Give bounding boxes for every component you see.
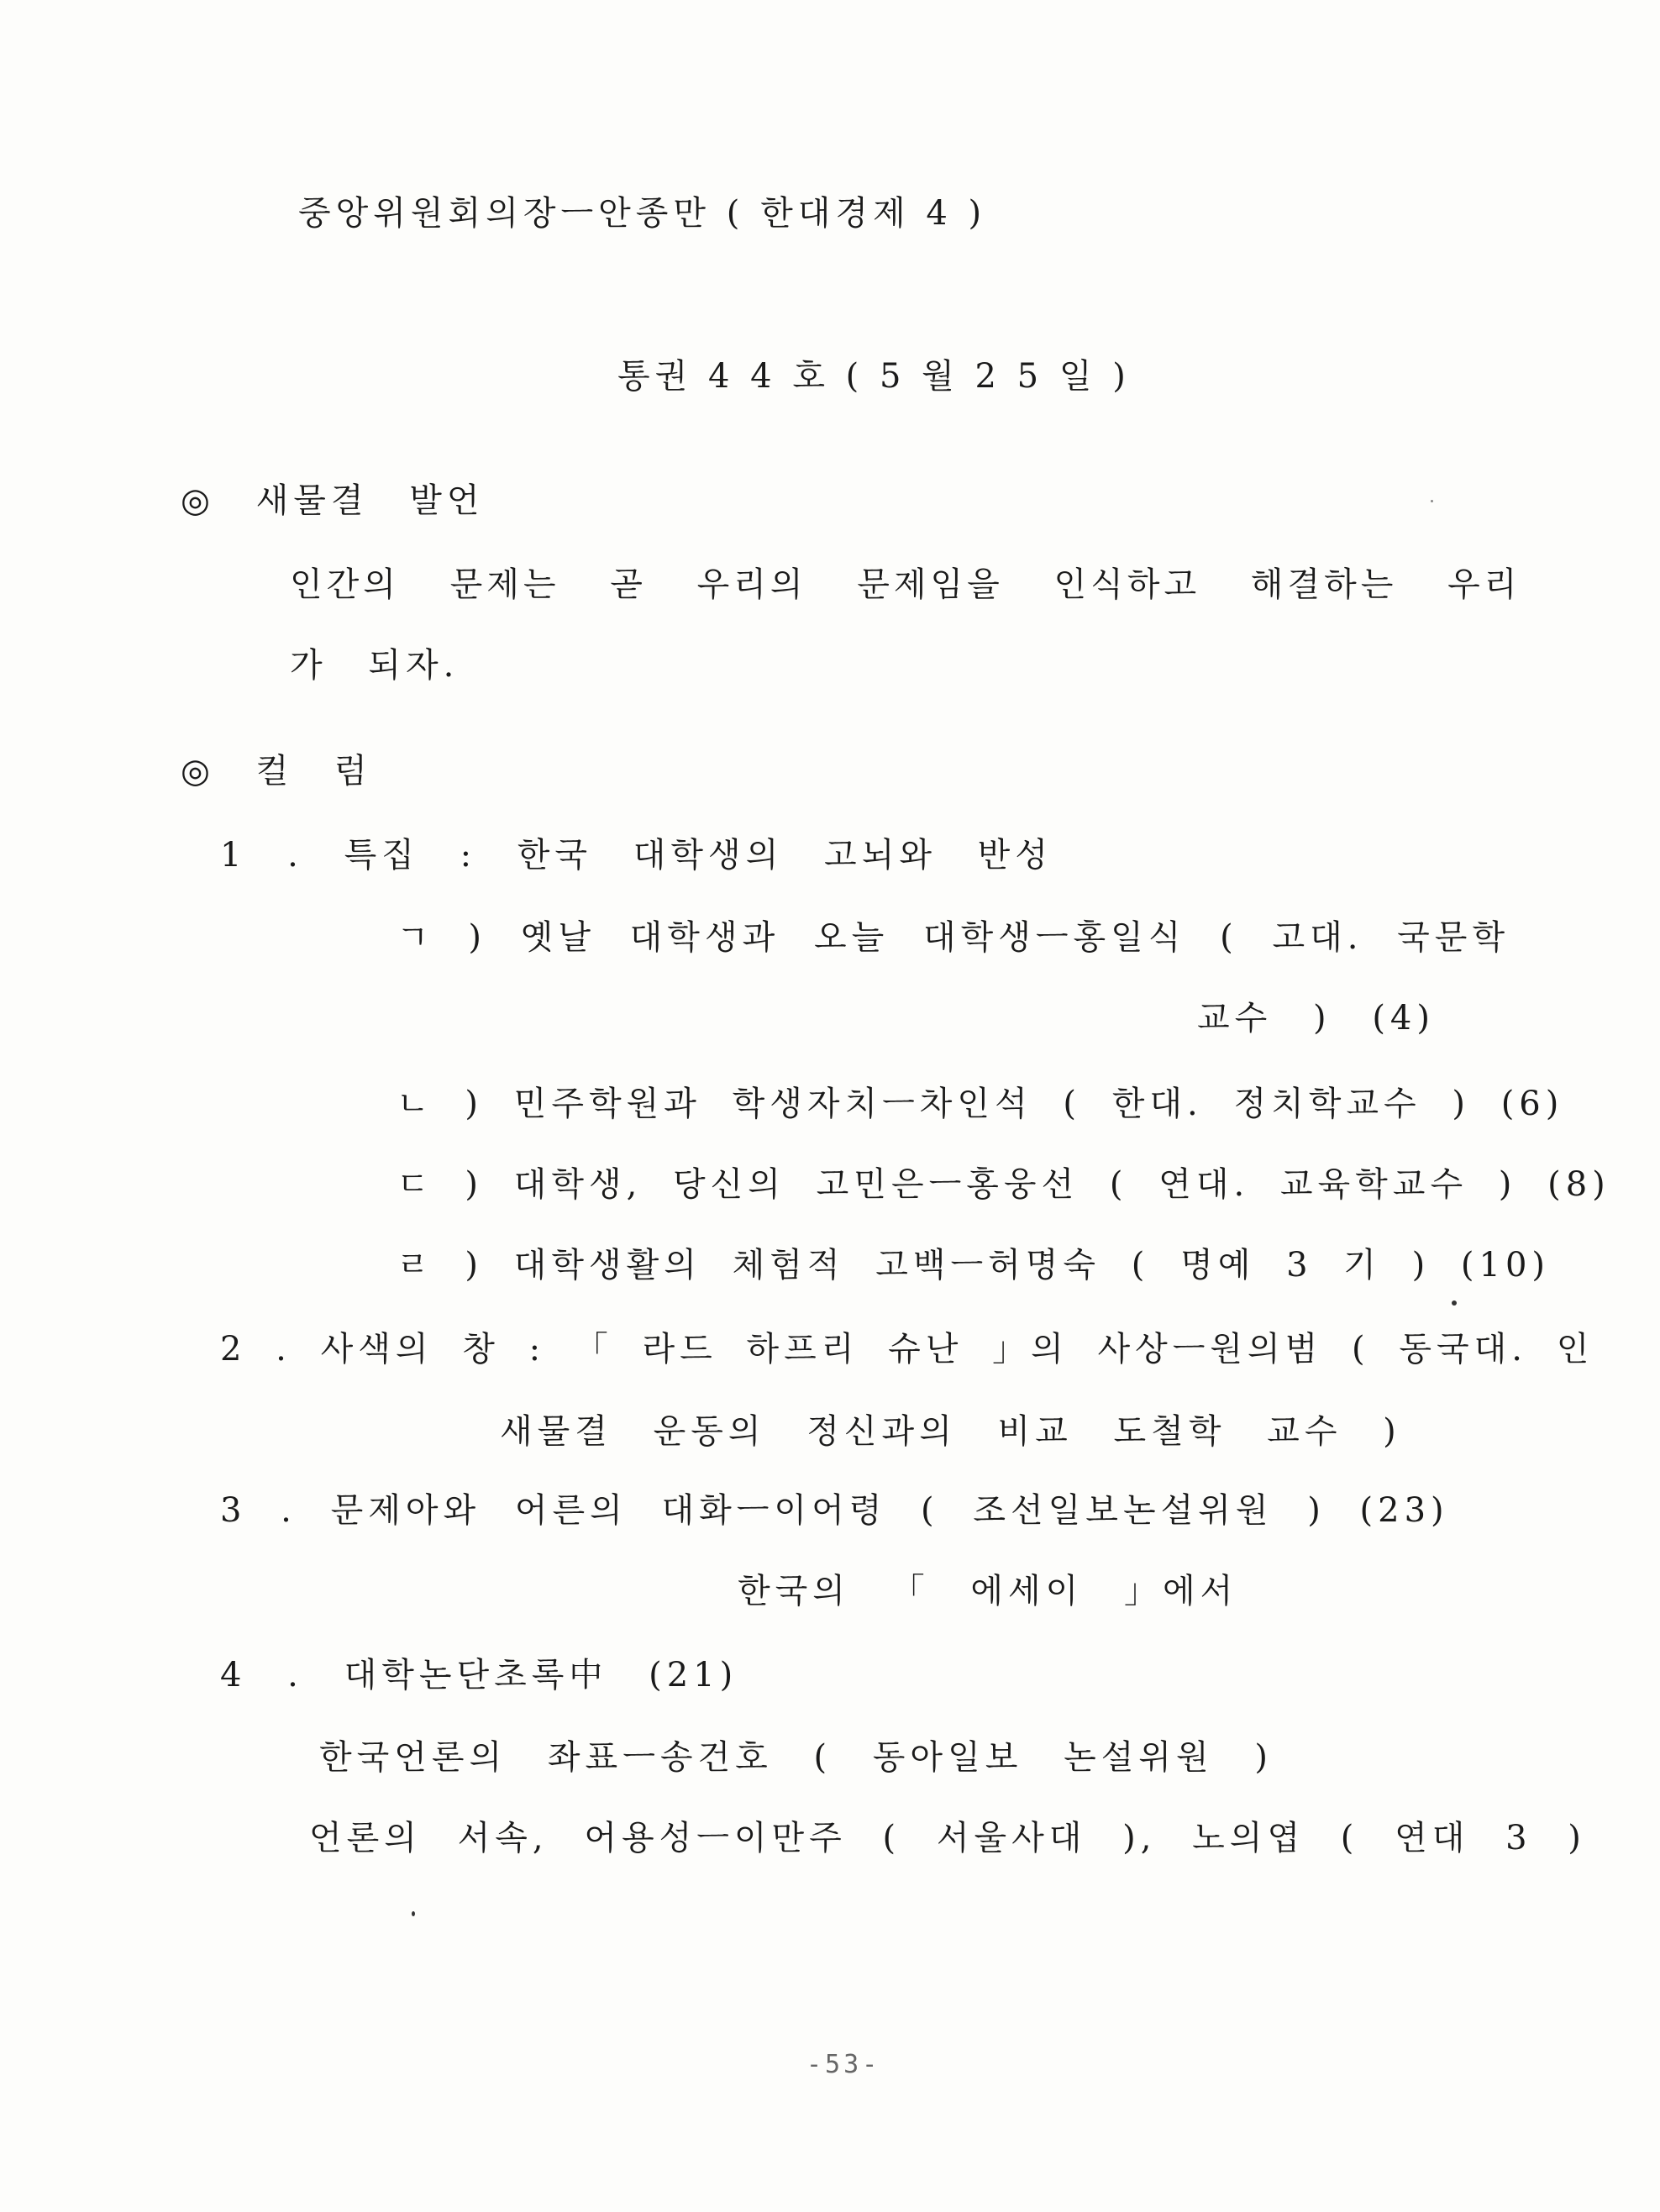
list-item-4: 4 . 대학논단초록中 (21) [220, 1656, 738, 1694]
list-subitem-1d: ㄹ ) 대학생활의 체험적 고백ㅡ허명숙 ( 명예 3 기 ) (10) [397, 1246, 1551, 1285]
scan-speck [412, 1911, 415, 1916]
scan-speck [1431, 500, 1433, 502]
list-item-1: 1 . 특집 : 한국 대학생의 고뇌와 반성 [220, 836, 1053, 875]
section-body-line-1: 인간의 문제는 곧 우리의 문제임을 인식하고 해결하는 우리 [290, 565, 1521, 604]
list-item-3: 3 . 문제아와 어른의 대화ㅡ이어령 ( 조선일보논설위원 ) (23) [220, 1491, 1449, 1530]
list-subitem-4a: 한국언론의 좌표ㅡ송건호 ( 동아일보 논설위원 ) [319, 1738, 1273, 1777]
list-subitem-4b: 언론의 서속, 어용성ㅡ이만주 ( 서울사대 ), 노의엽 ( 연대 3 ) [309, 1819, 1586, 1857]
page-number: -53- [806, 2050, 881, 2079]
header-line: 중앙위원회의장ㅡ안종만 ( 한대경제 4 ) [298, 194, 987, 233]
list-item-2: 2 . 사색의 창 : 「 라드 하프리 슈난 」의 사상ㅡ원의범 ( 동국대. 인 [220, 1330, 1594, 1369]
issue-title: 통권 4 4 호 ( 5 월 2 5 일 ) [617, 357, 1131, 396]
section-heading-saemulgyeol: ◎ 새물결 발언 [181, 481, 485, 520]
list-item-2-continued: 새물결 운동의 정신과의 비교 도철학 교수 ) [500, 1412, 1401, 1451]
section-body-line-2: 가 되자. [290, 646, 460, 685]
list-subitem-1a: ㄱ ) 옛날 대학생과 오늘 대학생ㅡ홍일식 ( 고대. 국문학 [397, 918, 1510, 957]
list-subitem-1c: ㄷ ) 대학생, 당신의 고민은ㅡ홍웅선 ( 연대. 교육학교수 ) (8) [397, 1165, 1610, 1204]
list-subitem-1b: ㄴ ) 민주학원과 학생자치ㅡ차인석 ( 한대. 정치학교수 ) (6) [397, 1085, 1564, 1123]
list-subitem-1a-continued: 교수 ) (4) [1197, 999, 1435, 1038]
scan-speck [1452, 1300, 1457, 1306]
list-item-3-continued: 한국의 「 에세이 」에서 [738, 1572, 1238, 1610]
section-heading-column: ◎ 컬 럼 [181, 752, 372, 791]
